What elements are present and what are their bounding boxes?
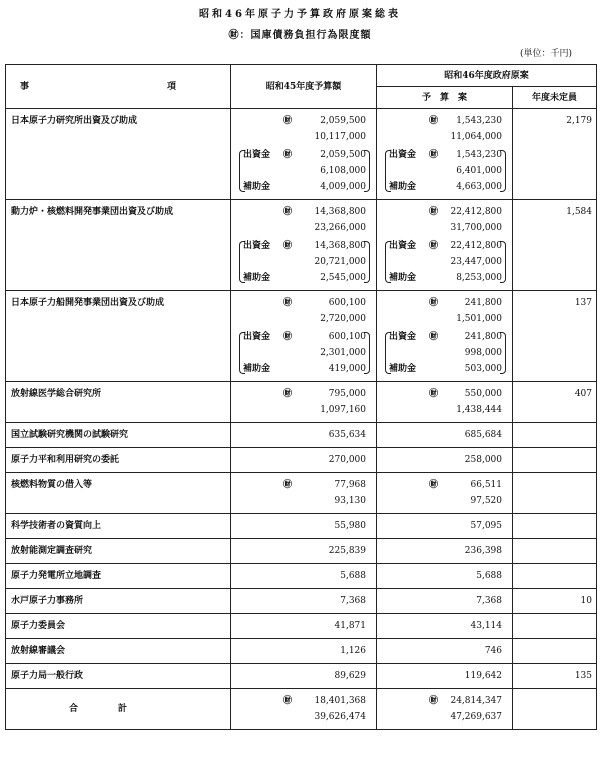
debt-value: 241,800 bbox=[464, 298, 502, 308]
amount-value: 93,130 bbox=[334, 496, 366, 506]
total-row bbox=[6, 689, 597, 730]
row-cur-cell bbox=[377, 664, 513, 689]
debt-mark: ㊖ bbox=[429, 696, 439, 706]
value-line bbox=[235, 493, 366, 509]
value-line bbox=[381, 402, 502, 418]
investment-label: 出資金 bbox=[243, 150, 271, 160]
row-item: 放射線審議会 bbox=[6, 639, 231, 664]
amount-value: 5,688 bbox=[476, 571, 502, 581]
value-line bbox=[235, 543, 366, 559]
row-item: 科学技術者の資質向上 bbox=[6, 514, 231, 539]
value-line bbox=[235, 402, 366, 418]
investment-value: 23,447,000 bbox=[450, 257, 502, 267]
row-item: 原子力局一般行政 bbox=[6, 664, 231, 689]
budget-table bbox=[5, 64, 597, 730]
debt-mark: ㊖ bbox=[283, 116, 293, 126]
row-prev-cell bbox=[231, 473, 377, 514]
value-line bbox=[385, 329, 502, 345]
value-line bbox=[381, 311, 502, 327]
table-row bbox=[6, 589, 597, 614]
unit-note: (単位：千円) bbox=[519, 49, 572, 59]
debt-mark: ㊖ bbox=[283, 480, 293, 490]
amount-value: 11,064,000 bbox=[450, 132, 502, 142]
debt-mark: ㊖ bbox=[283, 696, 293, 706]
investment-debt: 241,800 bbox=[464, 332, 502, 342]
value-line bbox=[381, 593, 502, 609]
table-row bbox=[6, 200, 597, 291]
subsidy-label: 補助金 bbox=[243, 364, 271, 374]
row-unfixed: 137 bbox=[513, 291, 597, 382]
amount-value: 97,520 bbox=[470, 496, 502, 506]
breakdown-group bbox=[385, 238, 502, 286]
row-item: 動力炉・核燃料開発事業団出資及び助成 bbox=[6, 200, 231, 291]
amount-value: 2,720,000 bbox=[320, 314, 366, 324]
row-prev-cell bbox=[231, 539, 377, 564]
total-prev-amount: 39,626,474 bbox=[314, 712, 366, 722]
debt-mark: ㊖ bbox=[429, 389, 439, 399]
investment-debt: 14,368,800 bbox=[314, 241, 366, 251]
investment-value: 2,301,000 bbox=[320, 348, 366, 358]
investment-debt: 1,543,230 bbox=[456, 150, 502, 160]
debt-value: 14,368,800 bbox=[314, 207, 366, 217]
table-row bbox=[6, 109, 597, 200]
row-item: 日本原子力船開発事業団出資及び助成 bbox=[6, 291, 231, 382]
amount-value: 635,634 bbox=[328, 430, 366, 440]
value-line bbox=[235, 568, 366, 584]
table-row bbox=[6, 614, 597, 639]
debt-mark: ㊖ bbox=[283, 207, 293, 217]
value-line bbox=[381, 452, 502, 468]
total-prev-debt: 18,401,368 bbox=[314, 696, 366, 706]
amount-value: 89,629 bbox=[334, 671, 366, 681]
value-line bbox=[381, 129, 502, 145]
value-line bbox=[381, 493, 502, 509]
debt-mark: ㊖ bbox=[283, 332, 293, 342]
row-unfixed bbox=[513, 539, 597, 564]
investment-value: 998,000 bbox=[464, 348, 502, 358]
row-prev-cell bbox=[231, 514, 377, 539]
debt-value: 795,000 bbox=[328, 389, 366, 399]
value-line bbox=[381, 204, 502, 220]
row-item: 核燃料物質の借入等 bbox=[6, 473, 231, 514]
debt-mark: ㊖ bbox=[283, 241, 293, 251]
value-line bbox=[381, 543, 502, 559]
row-item: 原子力発電所立地調査 bbox=[6, 564, 231, 589]
table-row bbox=[6, 473, 597, 514]
value-line bbox=[385, 179, 502, 195]
row-item: 原子力委員会 bbox=[6, 614, 231, 639]
value-line bbox=[239, 163, 366, 179]
table-row bbox=[6, 564, 597, 589]
subsidy-label: 補助金 bbox=[389, 364, 417, 374]
value-line bbox=[235, 386, 366, 402]
row-cur-cell bbox=[377, 589, 513, 614]
amount-value: 685,684 bbox=[464, 430, 502, 440]
amount-value: 31,700,000 bbox=[450, 223, 502, 233]
amount-value: 57,095 bbox=[470, 521, 502, 531]
value-line bbox=[235, 311, 366, 327]
row-unfixed: 135 bbox=[513, 664, 597, 689]
value-line bbox=[239, 345, 366, 361]
debt-mark: ㊖ bbox=[283, 389, 293, 399]
row-unfixed bbox=[513, 514, 597, 539]
row-cur-cell bbox=[377, 639, 513, 664]
value-line bbox=[381, 427, 502, 443]
debt-mark: ㊖ bbox=[429, 241, 439, 251]
row-prev-cell bbox=[231, 382, 377, 423]
value-line bbox=[235, 618, 366, 634]
amount-value: 1,097,160 bbox=[320, 405, 366, 415]
breakdown-group bbox=[239, 238, 366, 286]
row-cur-cell bbox=[377, 200, 513, 291]
value-line bbox=[381, 643, 502, 659]
row-cur-cell bbox=[377, 614, 513, 639]
subsidy-label: 補助金 bbox=[243, 182, 271, 192]
row-unfixed bbox=[513, 614, 597, 639]
row-prev-cell bbox=[231, 564, 377, 589]
subsidy-value: 4,663,000 bbox=[456, 182, 502, 192]
value-line bbox=[235, 668, 366, 684]
total-cur-amount: 47,269,637 bbox=[450, 712, 502, 722]
row-cur-cell bbox=[377, 539, 513, 564]
investment-value: 20,721,000 bbox=[314, 257, 366, 267]
table-row bbox=[6, 639, 597, 664]
value-line bbox=[235, 518, 366, 534]
subsidy-value: 419,000 bbox=[328, 364, 366, 374]
header-cur-plan: 予 算 案 bbox=[377, 87, 513, 109]
value-line bbox=[385, 254, 502, 270]
row-cur-cell bbox=[377, 423, 513, 448]
amount-value: 7,368 bbox=[340, 596, 366, 606]
breakdown-group bbox=[385, 147, 502, 195]
subsidy-label: 補助金 bbox=[389, 273, 417, 283]
row-prev-cell bbox=[231, 639, 377, 664]
value-line bbox=[381, 668, 502, 684]
investment-debt: 600,100 bbox=[328, 332, 366, 342]
total-cur-cell bbox=[377, 689, 513, 730]
row-cur-cell bbox=[377, 473, 513, 514]
row-prev-cell bbox=[231, 291, 377, 382]
value-line bbox=[381, 618, 502, 634]
breakdown-group bbox=[239, 147, 366, 195]
value-line bbox=[385, 238, 502, 254]
breakdown-group bbox=[385, 329, 502, 377]
value-line bbox=[385, 345, 502, 361]
debt-value: 77,968 bbox=[334, 480, 366, 490]
total-unfixed-cell bbox=[513, 689, 597, 730]
row-item: 放射線医学総合研究所 bbox=[6, 382, 231, 423]
value-line bbox=[381, 477, 502, 493]
amount-value: 23,266,000 bbox=[314, 223, 366, 233]
subsidy-label: 補助金 bbox=[243, 273, 271, 283]
table-row bbox=[6, 382, 597, 423]
debt-mark: ㊖ bbox=[283, 150, 293, 160]
value-line bbox=[385, 147, 502, 163]
row-unfixed bbox=[513, 448, 597, 473]
debt-mark: ㊖ bbox=[429, 150, 439, 160]
value-line bbox=[235, 477, 366, 493]
breakdown-group bbox=[239, 329, 366, 377]
row-prev-cell bbox=[231, 614, 377, 639]
investment-label: 出資金 bbox=[389, 241, 417, 251]
value-line bbox=[381, 220, 502, 236]
row-item: 水戸原子力事務所 bbox=[6, 589, 231, 614]
table-row bbox=[6, 423, 597, 448]
row-cur-cell bbox=[377, 564, 513, 589]
debt-mark: ㊖ bbox=[429, 298, 439, 308]
header-cur-group: 昭和46年度政府原案 bbox=[377, 65, 597, 87]
total-label: 合計 bbox=[6, 689, 231, 730]
value-line bbox=[235, 643, 366, 659]
table-row bbox=[6, 514, 597, 539]
value-line bbox=[381, 568, 502, 584]
amount-value: 746 bbox=[484, 646, 502, 656]
amount-value: 258,000 bbox=[464, 455, 502, 465]
investment-debt: 2,059,500 bbox=[320, 150, 366, 160]
total-prev-cell bbox=[231, 689, 377, 730]
header-cur-unfixed: 年度未定員 bbox=[513, 87, 597, 109]
row-prev-cell bbox=[231, 664, 377, 689]
total-cur-debt: 24,814,347 bbox=[450, 696, 502, 706]
debt-mark: ㊖ bbox=[429, 480, 439, 490]
amount-value: 10,117,000 bbox=[314, 132, 366, 142]
value-line bbox=[239, 147, 366, 163]
subsidy-value: 503,000 bbox=[464, 364, 502, 374]
value-line bbox=[385, 361, 502, 377]
table-row bbox=[6, 448, 597, 473]
table-row bbox=[6, 291, 597, 382]
amount-value: 270,000 bbox=[328, 455, 366, 465]
value-line bbox=[235, 129, 366, 145]
subsidy-value: 4,009,000 bbox=[320, 182, 366, 192]
row-cur-cell bbox=[377, 382, 513, 423]
value-line bbox=[235, 452, 366, 468]
row-item: 日本原子力研究所出資及び助成 bbox=[6, 109, 231, 200]
row-cur-cell bbox=[377, 109, 513, 200]
debt-mark: ㊖ bbox=[429, 207, 439, 217]
amount-value: 5,688 bbox=[340, 571, 366, 581]
value-line bbox=[235, 220, 366, 236]
investment-label: 出資金 bbox=[243, 241, 271, 251]
row-item: 原子力平和利用研究の委託 bbox=[6, 448, 231, 473]
value-line bbox=[235, 593, 366, 609]
debt-mark: ㊖ bbox=[429, 332, 439, 342]
value-line bbox=[239, 254, 366, 270]
table-row bbox=[6, 664, 597, 689]
amount-value: 119,642 bbox=[464, 671, 502, 681]
value-line bbox=[385, 270, 502, 286]
value-line bbox=[381, 113, 502, 129]
amount-value: 1,501,000 bbox=[456, 314, 502, 324]
row-unfixed bbox=[513, 639, 597, 664]
value-line bbox=[235, 113, 366, 129]
debt-value: 2,059,500 bbox=[320, 116, 366, 126]
row-prev-cell bbox=[231, 589, 377, 614]
value-line bbox=[239, 361, 366, 377]
value-line bbox=[385, 163, 502, 179]
row-cur-cell bbox=[377, 291, 513, 382]
amount-value: 225,839 bbox=[328, 546, 366, 556]
debt-value: 66,511 bbox=[470, 480, 502, 490]
subsidy-value: 2,545,000 bbox=[320, 273, 366, 283]
row-cur-cell bbox=[377, 514, 513, 539]
investment-label: 出資金 bbox=[243, 332, 271, 342]
investment-label: 出資金 bbox=[389, 150, 417, 160]
row-prev-cell bbox=[231, 448, 377, 473]
header-prev: 昭和45年度予算額 bbox=[231, 65, 377, 109]
amount-value: 1,126 bbox=[340, 646, 366, 656]
row-unfixed bbox=[513, 473, 597, 514]
row-unfixed: 10 bbox=[513, 589, 597, 614]
value-line bbox=[235, 204, 366, 220]
debt-value: 600,100 bbox=[328, 298, 366, 308]
amount-value: 55,980 bbox=[334, 521, 366, 531]
subsidy-value: 8,253,000 bbox=[456, 273, 502, 283]
row-prev-cell bbox=[231, 423, 377, 448]
debt-value: 1,543,230 bbox=[456, 116, 502, 126]
row-item: 国立試験研究機関の試験研究 bbox=[6, 423, 231, 448]
header-item: 事 項 bbox=[6, 65, 231, 109]
investment-debt: 22,412,800 bbox=[450, 241, 502, 251]
value-line bbox=[239, 179, 366, 195]
subsidy-label: 補助金 bbox=[389, 182, 417, 192]
page-subtitle: ㊖：国庫債務負担行為限度額 bbox=[228, 30, 372, 41]
row-unfixed: 407 bbox=[513, 382, 597, 423]
amount-value: 1,438,444 bbox=[456, 405, 502, 415]
debt-mark: ㊖ bbox=[283, 298, 293, 308]
debt-mark: ㊖ bbox=[429, 116, 439, 126]
amount-value: 41,871 bbox=[334, 621, 366, 631]
value-line bbox=[235, 295, 366, 311]
value-line bbox=[381, 518, 502, 534]
row-prev-cell bbox=[231, 200, 377, 291]
investment-value: 6,108,000 bbox=[320, 166, 366, 176]
debt-value: 550,000 bbox=[464, 389, 502, 399]
investment-label: 出資金 bbox=[389, 332, 417, 342]
value-line bbox=[381, 295, 502, 311]
page-title: 昭和46年原子力予算政府原案総表 bbox=[199, 9, 401, 20]
amount-value: 7,368 bbox=[476, 596, 502, 606]
row-unfixed bbox=[513, 423, 597, 448]
row-item: 放射能測定調査研究 bbox=[6, 539, 231, 564]
value-line bbox=[239, 329, 366, 345]
investment-value: 6,401,000 bbox=[456, 166, 502, 176]
row-cur-cell bbox=[377, 448, 513, 473]
table-row bbox=[6, 539, 597, 564]
row-unfixed: 1,584 bbox=[513, 200, 597, 291]
amount-value: 43,114 bbox=[470, 621, 502, 631]
value-line bbox=[239, 270, 366, 286]
row-prev-cell bbox=[231, 109, 377, 200]
value-line bbox=[381, 386, 502, 402]
row-unfixed bbox=[513, 564, 597, 589]
value-line bbox=[235, 427, 366, 443]
amount-value: 236,398 bbox=[464, 546, 502, 556]
value-line bbox=[239, 238, 366, 254]
debt-value: 22,412,800 bbox=[450, 207, 502, 217]
row-unfixed: 2,179 bbox=[513, 109, 597, 200]
